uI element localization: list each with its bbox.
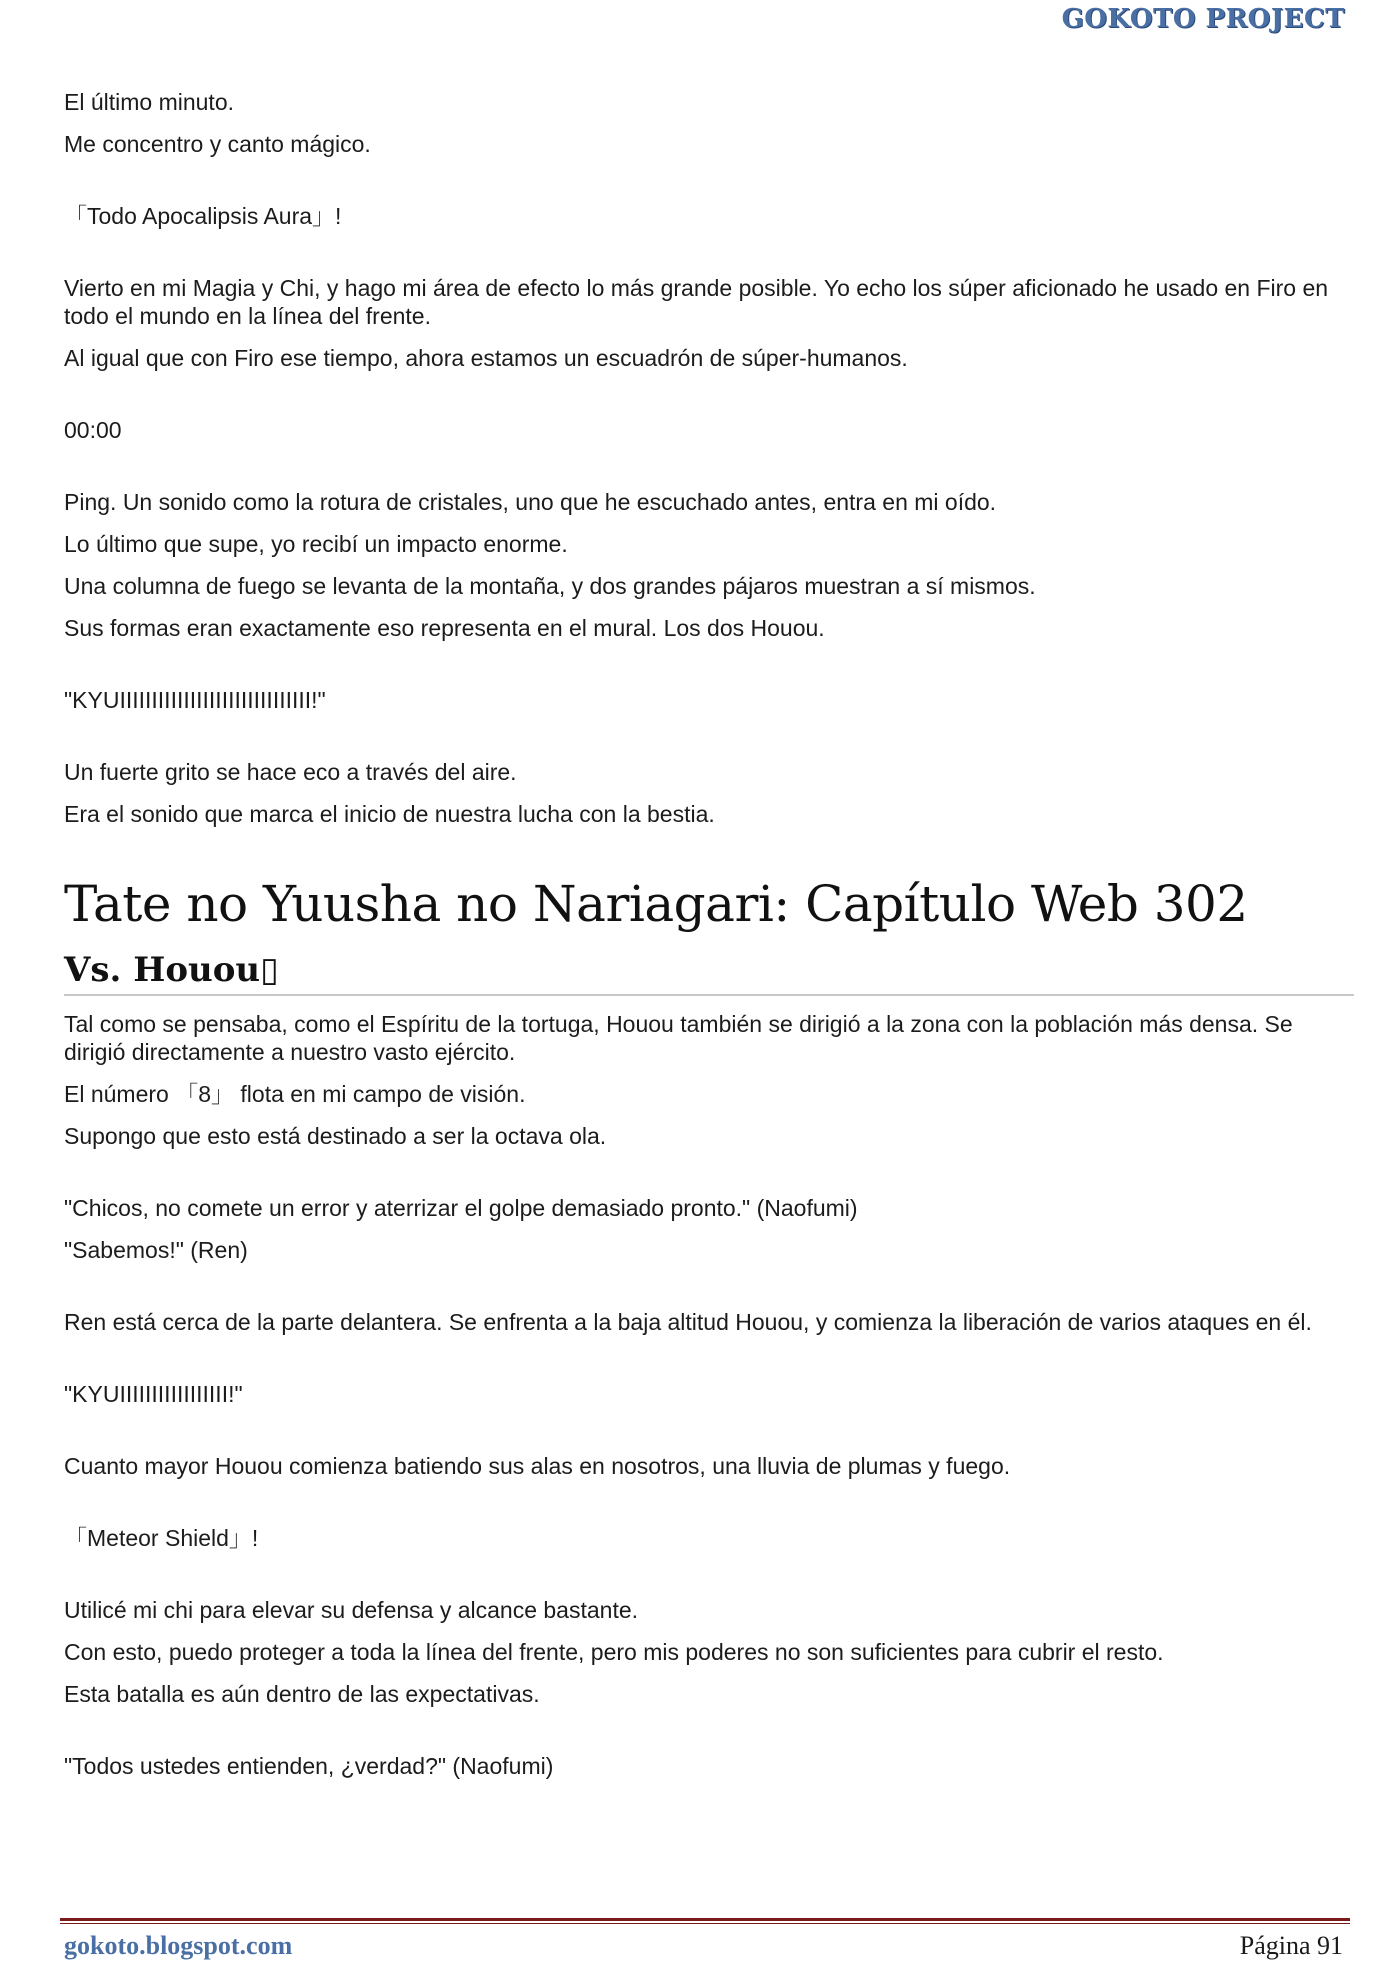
paragraph: Ren está cerca de la parte delantera. Se enfrenta a la baja altitud Houou, y comienza la liberación de varios ataques en él.	[64, 1309, 1312, 1335]
paragraph: Sus formas eran exactamente eso representa en el mural. Los dos Houou.	[64, 615, 825, 641]
paragraph: Me concentro y canto mágico.	[64, 131, 371, 157]
paragraph: El último minuto.	[64, 89, 235, 115]
paragraph: "Todos ustedes entienden, ¿verdad?" (Naofumi)	[64, 1753, 554, 1779]
paragraph: Ping. Un sonido como la rotura de cristales, uno que he escuchado antes, entra en mi oído.	[64, 489, 997, 515]
paragraph: Al igual que con Firo ese tiempo, ahora estamos un escuadrón de súper-humanos.	[64, 345, 908, 371]
paragraph: 00:00	[64, 417, 122, 443]
paragraph: Utilicé mi chi para elevar su defensa y alcance bastante.	[64, 1597, 639, 1623]
paragraph: Cuanto mayor Houou comienza batiendo sus alas en nosotros, una lluvia de plumas y fuego.	[64, 1453, 1011, 1479]
paragraph: Vierto en mi Magia y Chi, y hago mi área de efecto lo más grande posible. Yo echo los súper aficionado he usado en Firo en todo el mundo en la línea del frente.	[64, 275, 1329, 329]
paragraph: Lo último que supe, yo recibí un impacto enorme.	[64, 531, 568, 557]
footer-site-link[interactable]: gokoto.blogspot.com	[64, 1931, 293, 1960]
paragraph: "KYUIIIIIIIIIIIIIIIIIIIIIIIIIIIIII!"	[64, 687, 326, 713]
chapter-title: Tate no Yuusha no Nariagari: Capítulo Web 302	[64, 875, 1248, 933]
paragraph: Esta batalla es aún dentro de las expectativas.	[64, 1681, 540, 1707]
footer-page-number: Página 91	[1239, 1931, 1343, 1960]
paragraph: "KYUIIIIIIIIIIIIIIIII!"	[64, 1381, 243, 1407]
paragraph: Un fuerte grito se hace eco a través del aire.	[64, 759, 517, 785]
chapter-subtitle: Vs. Houou▯	[64, 948, 1354, 996]
paragraph: El número 「8」 flota en mi campo de visión.	[64, 1081, 526, 1107]
footer-divider	[60, 1918, 1350, 1924]
paragraph: "Sabemos!" (Ren)	[64, 1237, 248, 1263]
paragraph: 「Todo Apocalipsis Aura」!	[64, 203, 342, 229]
paragraph: 「Meteor Shield」!	[64, 1525, 259, 1551]
paragraph: "Chicos, no comete un error y aterrizar el golpe demasiado pronto." (Naofumi)	[64, 1195, 858, 1221]
paragraph: Era el sonido que marca el inicio de nuestra lucha con la bestia.	[64, 801, 715, 827]
paragraph: Con esto, puedo proteger a toda la línea del frente, pero mis poderes no son suficientes para cubrir el resto.	[64, 1639, 1164, 1665]
paragraph: Supongo que esto está destinado a ser la octava ola.	[64, 1123, 607, 1149]
page-content	[64, 88, 1354, 1794]
paragraph: Tal como se pensaba, como el Espíritu de la tortuga, Houou también se dirigió a la zona con la población más densa. Se dirigió directamente a nuestro vasto ejército.	[64, 1011, 1293, 1065]
paragraph: Una columna de fuego se levanta de la montaña, y dos grandes pájaros muestran a sí mismos.	[64, 573, 1036, 599]
header-brand: GOKOTO PROJECT	[1061, 4, 1345, 34]
